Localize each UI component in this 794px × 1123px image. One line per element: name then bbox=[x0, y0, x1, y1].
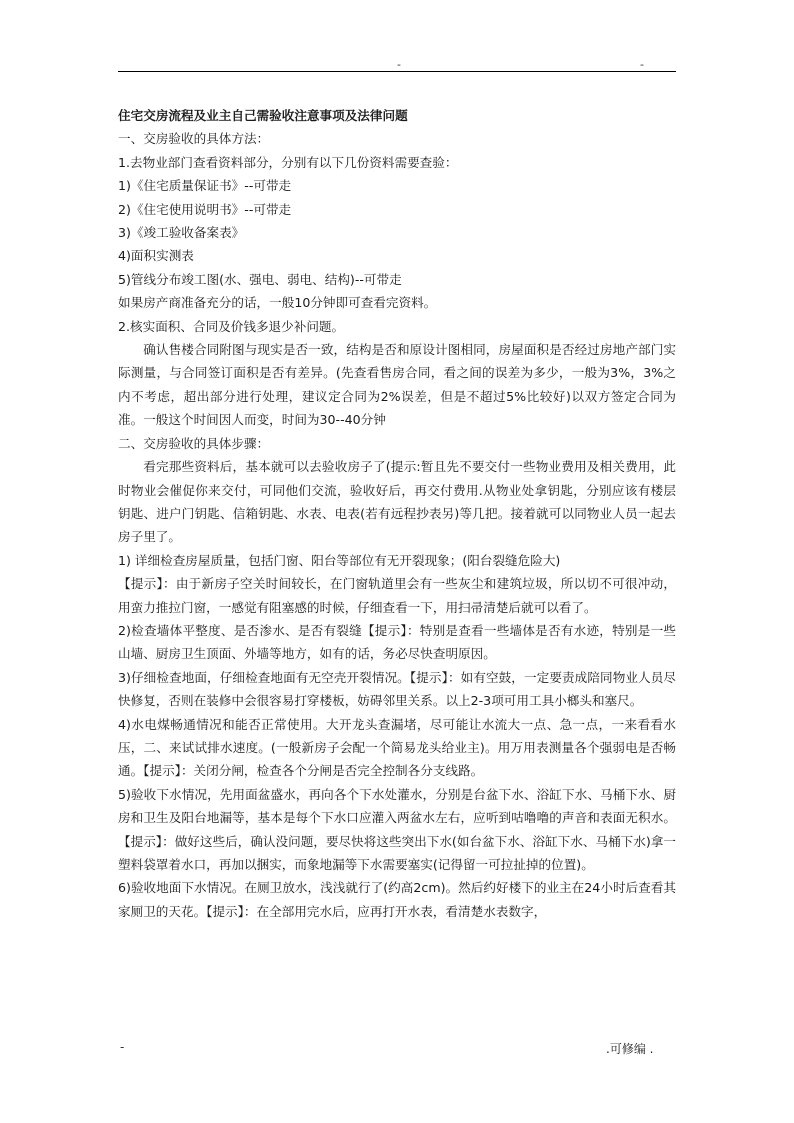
paragraph: 5)验收下水情况，先用面盆盛水，再向各个下水处灌水，分别是台盆下水、浴缸下水、马桶下水、厨房和卫生及阳台地漏等，基本是每个下水口应灌入两盆水左右，应听到咕噜噜的声音和表面无积水。【提示】：做好这些后，确认没问题，要尽快将这些突出下水(如台盆下水、浴缸下水、马桶下水)拿一塑料袋罩着水口，再加以捆实，而象地漏等下水需要塞实(记得留一可拉扯掉的位置)。 bbox=[118, 786, 676, 872]
paragraph: 确认售楼合同附图与现实是否一致，结构是否和原设计图相同，房屋面积是否经过房地产部门实际测量，与合同签订面积是否有差异。(先查看售房合同，看之间的误差为多少，一般为3%，3%之内不考虑，超出部分进行处理，建议定合同为2%误差，但是不超过5%比较好)以双方签定合同为准。一般这个时间因人而变，时间为30--40分钟 bbox=[118, 342, 676, 428]
paragraph: 2.核实面积、合同及价钱多退少补问题。 bbox=[118, 318, 345, 334]
header-rule bbox=[118, 71, 676, 72]
paragraph-list bbox=[118, 127, 676, 923]
paragraph: 【提示】：由于新房子空关时间较长，在门窗轨道里会有一些灰尘和建筑垃圾，所以切不可很冲动，用蛮力推拉门窗，一感觉有阻塞感的时候，仔细查看一下，用扫帚清楚后就可以看了。 bbox=[118, 576, 676, 615]
paragraph: 4)面积实测表 bbox=[118, 248, 194, 264]
paragraph: 二、交房验收的具体步骤： bbox=[118, 435, 270, 451]
header-mark-left: - bbox=[397, 58, 401, 71]
paragraph: 1.去物业部门查看资料部分，分别有以下几份资料需要查验： bbox=[118, 154, 458, 170]
paragraph: 3)仔细检查地面，仔细检查地面有无空壳开裂情况。【提示】：如有空鼓，一定要责成陪同物业人员尽快修复，否则在装修中会很容易打穿楼板，妨碍邻里关系。以上2-3项可用工具小榔头和塞尺。 bbox=[118, 669, 676, 709]
paragraph: 1)《住宅质量保证书》--可带走 bbox=[118, 178, 292, 194]
paragraph: 2)检查墙体平整度、是否渗水、是否有裂缝【提示】：特别是查看一些墙体是否有水迹，特别是一些山墙、厨房卫生顶面、外墙等地方，如有的话，务必尽快查明原因。 bbox=[118, 622, 676, 662]
paragraph: 如果房产商准备充分的话，一般10分钟即可查看完资料。 bbox=[118, 295, 437, 311]
header-mark-right: - bbox=[640, 58, 644, 71]
paragraph: 5)管线分布竣工图(水、强电、弱电、结构)--可带走 bbox=[118, 271, 402, 287]
paragraph: 6)验收地面下水情况。在厕卫放水，浅浅就行了(约高2cm)。然后约好楼下的业主在24小时后查看其家厕卫的天花。【提示】：在全部用完水后，应再打开水表，看清楚水表数字， bbox=[118, 880, 676, 919]
document-title: 住宅交房流程及业主自己需验收注意事项及法律问题 bbox=[118, 108, 408, 123]
footer-mark: - bbox=[120, 1040, 125, 1054]
paragraph: 1) 详细检查房屋质量，包括门窗、阳台等部位有无开裂现象；(阳台裂缝危险大) bbox=[118, 552, 561, 568]
paragraph: 看完那些资料后，基本就可以去验收房子了(提示:暂且先不要交付一些物业费用及相关费用，此时物业会催促你来交付，可同他们交流，验收好后，再交付费用.从物业处拿钥匙，分别应该有楼层钥匙、进户门钥匙、信箱钥匙、水表、电表(若有远程抄表另)等几把。接着就可以同物业人员一起去房子里了。 bbox=[118, 459, 676, 545]
paragraph: 2)《住宅使用说明书》--可带走 bbox=[118, 201, 292, 217]
footer-text: .可修编 . bbox=[606, 1042, 654, 1056]
paragraph: 3)《竣工验收备案表》 bbox=[118, 225, 245, 241]
paragraph: 4)水电煤畅通情况和能否正常使用。大开龙头查漏堵，尽可能让水流大一点、急一点，一来看看水压，二、来试试排水速度。(一般新房子会配一个简易龙头给业主)。用万用表测量各个强弱电是否畅通。【提示】：关闭分闸，检查各个分闸是否完全控制各分支线路。 bbox=[118, 716, 676, 779]
paragraph: 一、交房验收的具体方法： bbox=[118, 131, 270, 147]
document-body bbox=[118, 104, 676, 923]
